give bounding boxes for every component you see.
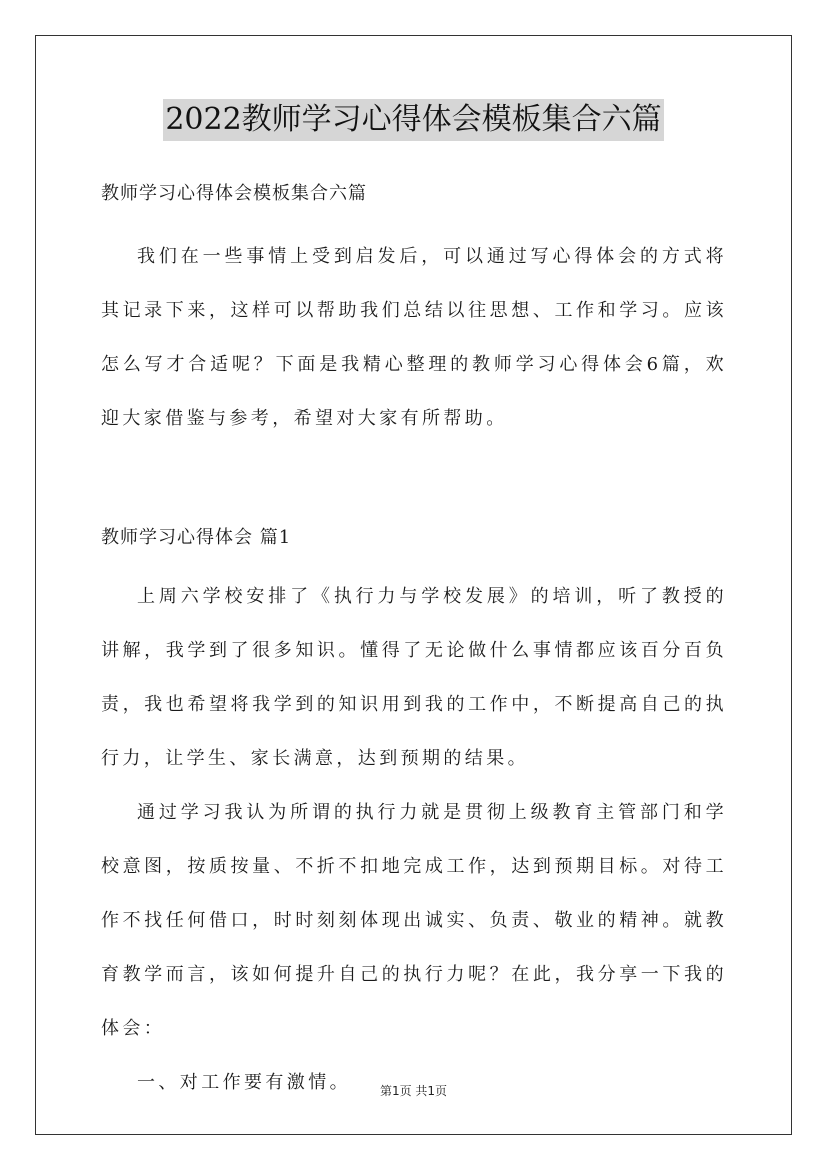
section-heading: 教师学习心得体会 篇1: [101, 527, 292, 548]
page-number-footer: 第1页 共1页: [379, 1084, 448, 1098]
document-subtitle: 教师学习心得体会模板集合六篇: [101, 183, 367, 204]
section-paragraph: 一、对工作要有激情。: [137, 1072, 351, 1093]
spacer: [101, 212, 727, 230]
section-paragraph: 通过学习我认为所谓的执行力就是贯彻上级教育主管部门和学校意图，按质按量、不折不扣地完成工作，达到预期目标。对待工作不找任何借口，时时刻刻体现出诚实、负责、敬业的精神。就教育教学而言，该如何提升自己的执行力呢？在此，我分享一下我的体会：: [101, 802, 727, 1039]
spacer: [101, 556, 727, 570]
document-title: 2022教师学习心得体会模板集合六篇: [163, 99, 663, 141]
document-body: [101, 176, 727, 1110]
intro-paragraph: 我们在一些事情上受到启发后，可以通过写心得体会的方式将其记录下来，这样可以帮助我们总结以往思想、工作和学习。应该怎么写才合适呢？下面是我精心整理的教师学习心得体会6篇，欢迎大家借鉴与参考，希望对大家有所帮助。: [101, 246, 727, 429]
spacer: [101, 446, 727, 520]
title-container: [0, 99, 827, 141]
section-paragraph: 上周六学校安排了《执行力与学校发展》的培训，听了教授的讲解，我学到了很多知识。懂得了无论做什么事情都应该百分百负责，我也希望将我学到的知识用到我的工作中，不断提高自己的执行力，让学生、家长满意，达到预期的结果。: [101, 586, 727, 769]
